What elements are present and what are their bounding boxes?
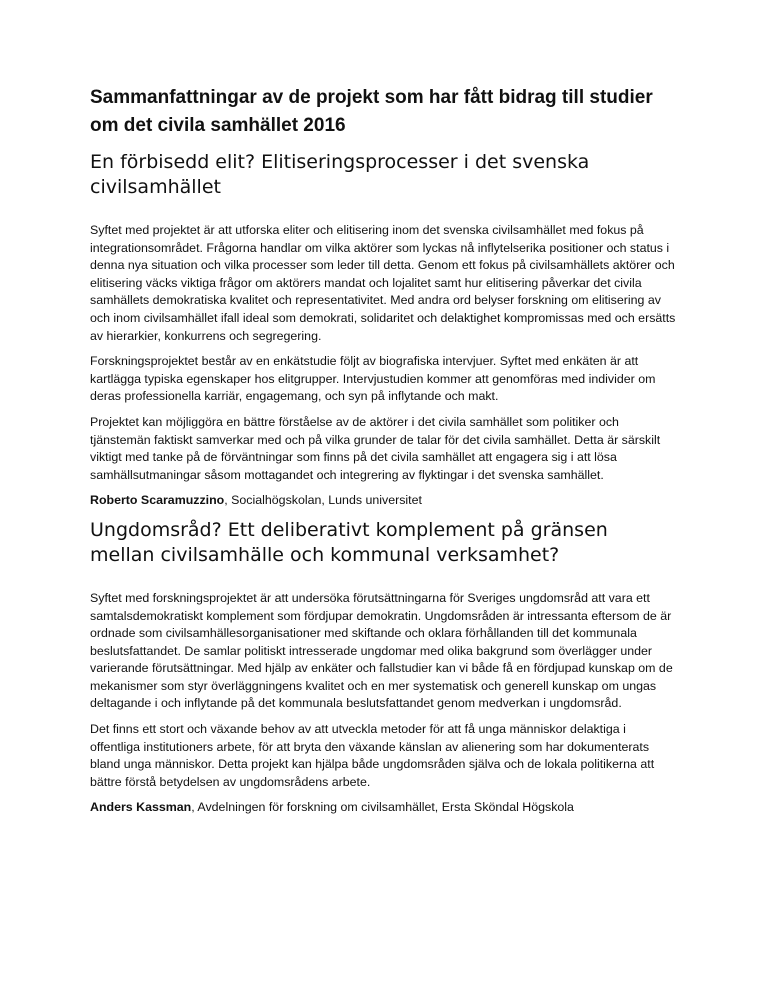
author-name: Roberto Scaramuzzino: [90, 493, 225, 508]
author-affiliation: , Avdelningen för forskning om civilsamhället, Ersta Sköndal Högskola: [191, 800, 574, 815]
author-affiliation: , Socialhögskolan, Lunds universitet: [224, 493, 422, 508]
author-line: [90, 799, 678, 817]
body-paragraph: Projektet kan möjliggöra en bättre förståelse av de aktörer i det civila samhället som politiker och tjänstemän faktiskt samverkar med och på vilka grunder de talar för det civila samhället. Detta är särskilt viktigt med tanke på de förväntningar som finns på det civila samhället att engagera sig i att lösa samhällsutmaningar såsom mottagandet och integrering av flyktingar i det svenska samhället.: [90, 414, 661, 482]
document-page: [90, 84, 678, 825]
author-name: Anders Kassman: [90, 800, 192, 815]
project-section-elitisering: [90, 150, 678, 510]
body-paragraph: Syftet med projektet är att utforska eliter och elitisering inom det svenska civilsamhället med fokus på integrationsområdet. Frågorna handlar om vilka aktörer som lyckas nå inflytelserika positioner och status i denna nya situation och vilka processer som leder till detta. Genom ett fokus på civilsamhällets aktörer och elitisering väcks viktiga frågor om aktörers mandat och lojalitet samt hur elitisering påverkar det civila samhällets demokratiska kvalitet och representativitet. Med andra ord belyser forskning om elitisering av och inom civilsamhället ifall ideal som demokrati, solidaritet och delaktighet kompromissas med och ersätts av hierarkier, konkurrens och segregering.: [90, 223, 676, 343]
body-paragraph: Forskningsprojektet består av en enkätstudie följt av biografiska intervjuer. Syftet med enkäten är att kartlägga typiska egenskaper hos elitgrupper. Intervjustudien kommer att genomföras med individer om deras professionella karriär, engagemang, och syn på inflytande och makt.: [90, 354, 656, 404]
document-title: Sammanfattningar av de projekt som har fått bidrag till studier om det civila samhället 2016: [90, 87, 653, 136]
section-heading: En förbisedd elit? Elitiseringsprocesser i det svenska civilsamhället: [90, 151, 590, 198]
author-line: [90, 492, 678, 510]
project-section-ungdomsrad: [90, 518, 678, 817]
section-heading: Ungdomsråd? Ett deliberativt komplement på gränsen mellan civilsamhälle och kommunal verksamhet?: [90, 518, 608, 566]
body-paragraph: Det finns ett stort och växande behov av att utveckla metoder för att få unga människor delaktiga i offentliga institutioners arbete, för att bryta den växande känslan av alienering som har dokumenterats bland unga människor. Detta projekt kan hjälpa både ungdomsråden själva och de lokala politikerna att bättre förstå betydelsen av ungdomsrådens arbete.: [90, 722, 655, 789]
body-paragraph: Syftet med forskningsprojektet är att undersöka förutsättningarna för Sveriges ungdomsråd att vara ett samtalsdemokratiskt komplement som fördjupar demokratin. Ungdomsråden är intressanta eftersom de är ordnade som civilsamhällesorganisationer med skiftande och oklara förhållanden till det kommunala beslutsfattandet. De samlar politiskt intresserade ungdomar med olika bakgrund som överlägger under varierande förutsättningar. Med hjälp av enkäter och fallstudier kan vi både få en fördjupad kunskap om de mekanismer som styr överläggningens kvalitet och en mer systematisk och generell kunskap om ungas deltagande i och inflytande på det kommunala beslutsfattandet genom medverkan i ungdomsråd.: [90, 590, 673, 711]
